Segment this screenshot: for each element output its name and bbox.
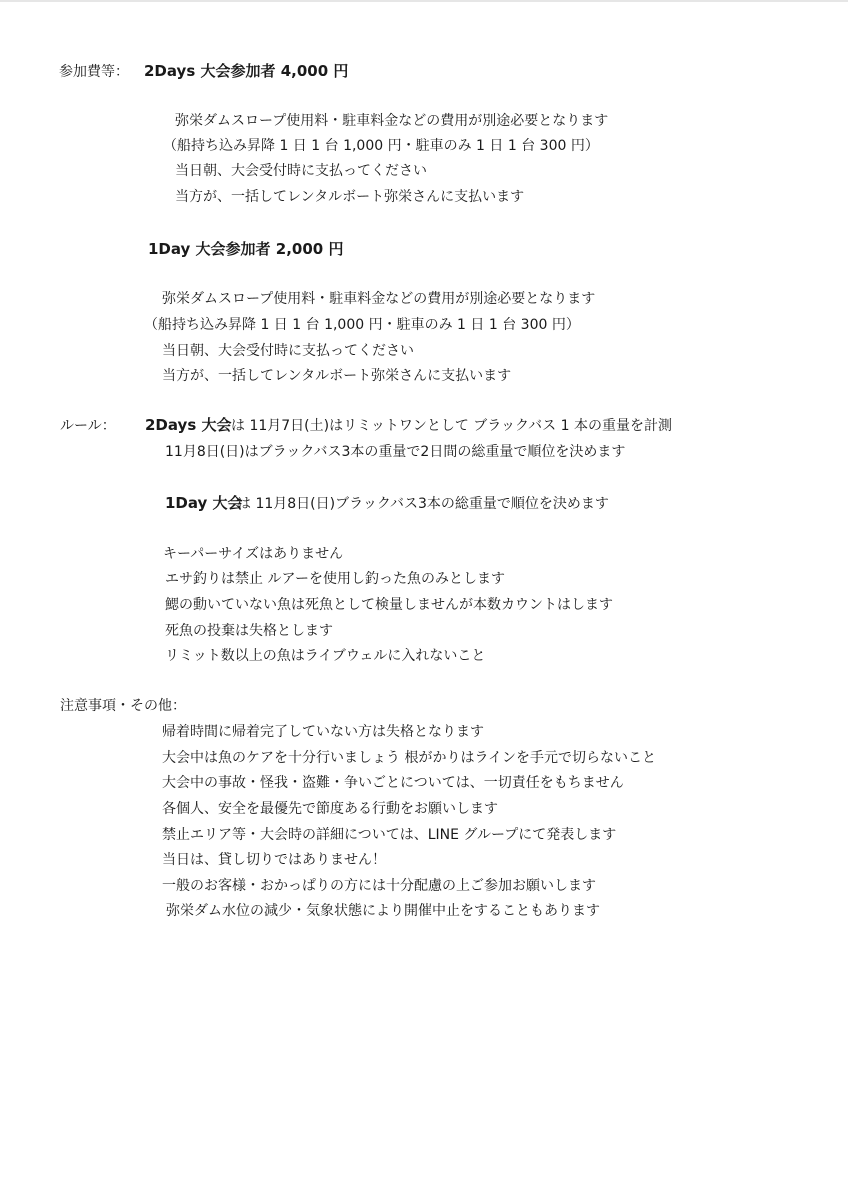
fee-2days-line: （船持ち込み昇降 1 日 1 台 1,000 円・駐車のみ 1 日 1 台 300 円） [163,138,599,154]
rules-1day-heading: 1Day 大会 [165,494,243,512]
fee-2days-line: 当方が、一括してレンタルボート弥栄さんに支払います [175,189,525,205]
fee-2days-heading: 2Days 大会参加者 4,000 円 [144,62,349,80]
notes-item: 大会中は魚のケアを十分行いましょう 根がかりはラインを手元で切らないこと [162,750,657,766]
rules-item: リミット数以上の魚はライブウェルに入れないこと [165,648,486,664]
fee-1day-line: 当方が、一括してレンタルボート弥栄さんに支払います [162,368,512,384]
scan-edge [0,0,848,2]
fee-1day-heading: 1Day 大会参加者 2,000 円 [148,240,344,258]
notes-item: 帰着時間に帰着完了していない方は失格となります [162,724,484,740]
fee-2days-line: 弥栄ダムスロープ使用料・駐車料金などの費用が別途必要となります [175,113,609,129]
fee-1day-line: （船持ち込み昇降 1 日 1 台 1,000 円・駐車のみ 1 日 1 台 300 円） [144,317,580,333]
rules-item: キーパーサイズはありません [163,546,344,562]
fee-1day-line: 当日朝、大会受付時に支払ってください [162,343,414,359]
fee-2days-line: 当日朝、大会受付時に支払ってください [175,163,427,179]
rules-label: ルール： [60,418,116,434]
notes-item: 禁止エリア等・大会時の詳細については、LINE グループにて発表します [162,827,617,843]
rules-item: エサ釣りは禁止 ルアーを使用し釣った魚のみとします [165,571,506,587]
rules-2days-line: は 11月7日(土)はリミットワンとして ブラックバス 1 本の重量を計測 [231,418,672,434]
rules-2days-line: 11月8日(日)はブラックバス3本の重量で2日間の総重量で順位を決めます [165,444,626,460]
rules-item: 鰓の動いていない魚は死魚として検量しませんが本数カウントはします [165,597,613,613]
rules-1day-line: は 11月8日(日)ブラックバス3本の総重量で順位を決めます [237,496,609,512]
notes-item: 大会中の事故・怪我・盗難・争いごとについては、一切責任をもちません [162,775,624,791]
fee-label: 参加費等： [59,64,129,80]
fee-1day-line: 弥栄ダムスロープ使用料・駐車料金などの費用が別途必要となります [162,291,596,307]
notes-item: 一般のお客様・おかっぱりの方には十分配慮の上ご参加お願いします [162,878,596,894]
notes-item: 各個人、安全を最優先で節度ある行動をお願いします [162,801,498,817]
notes-item: 弥栄ダム水位の減少・気象状態により開催中止をすることもあります [166,903,600,919]
rules-item: 死魚の投棄は失格とします [165,623,333,639]
notes-item: 当日は、貸し切りではありません！ [162,852,386,868]
notes-label: 注意事項・その他： [60,698,186,714]
rules-2days-heading: 2Days 大会 [145,416,232,434]
